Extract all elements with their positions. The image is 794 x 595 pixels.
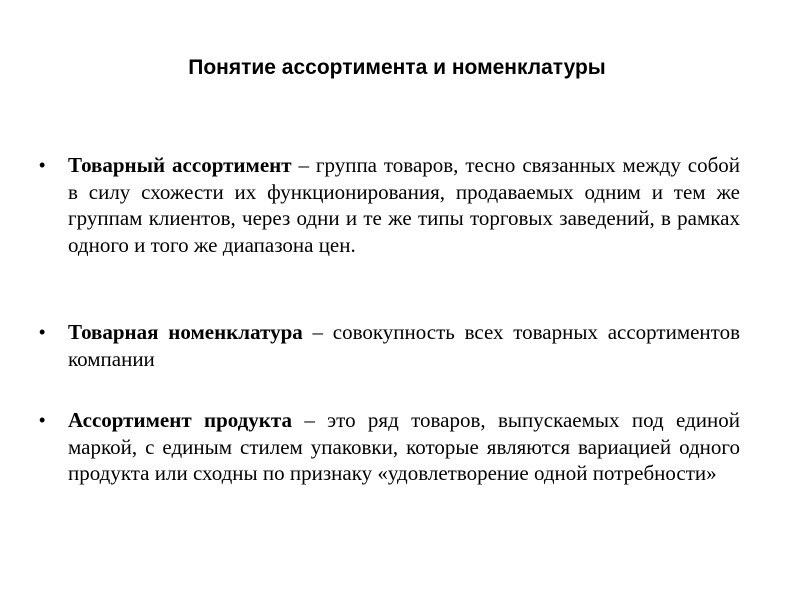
definition-single-product-assortment: – это ряд товаров, выпускаемых под единой маркой, с единым стилем упаковки, которые являются вариацией одного продукта или сходны по признаку «удовлетворение одной потребности»	[68, 408, 740, 485]
definition-product-nomenclature: – совокупность всех товарных ассортиментов компании	[68, 320, 740, 371]
bullet-icon: •	[39, 322, 46, 342]
bullet-icon: •	[39, 155, 46, 175]
list-item-single-product-assortment	[39, 407, 740, 487]
term-product-assortment: Товарный ассортимент	[68, 153, 292, 177]
term-product-nomenclature: Товарная номенклатура	[68, 320, 303, 344]
bullet-icon: •	[39, 410, 46, 430]
list-item-product-nomenclature	[39, 319, 740, 372]
slide-title: Понятие ассортимента и номенклатуры	[188, 56, 606, 79]
term-single-product-assortment: Ассортимент продукта	[68, 408, 292, 432]
list-item-product-assortment	[39, 152, 740, 258]
definition-product-assortment: – группа товаров, тесно связанных между собой в силу схожести их функционирования, продаваемых одним и тем же группам клиентов, через одни и те же типы торговых заведений, в рамках одного и того же диапазона цен.	[68, 153, 740, 257]
